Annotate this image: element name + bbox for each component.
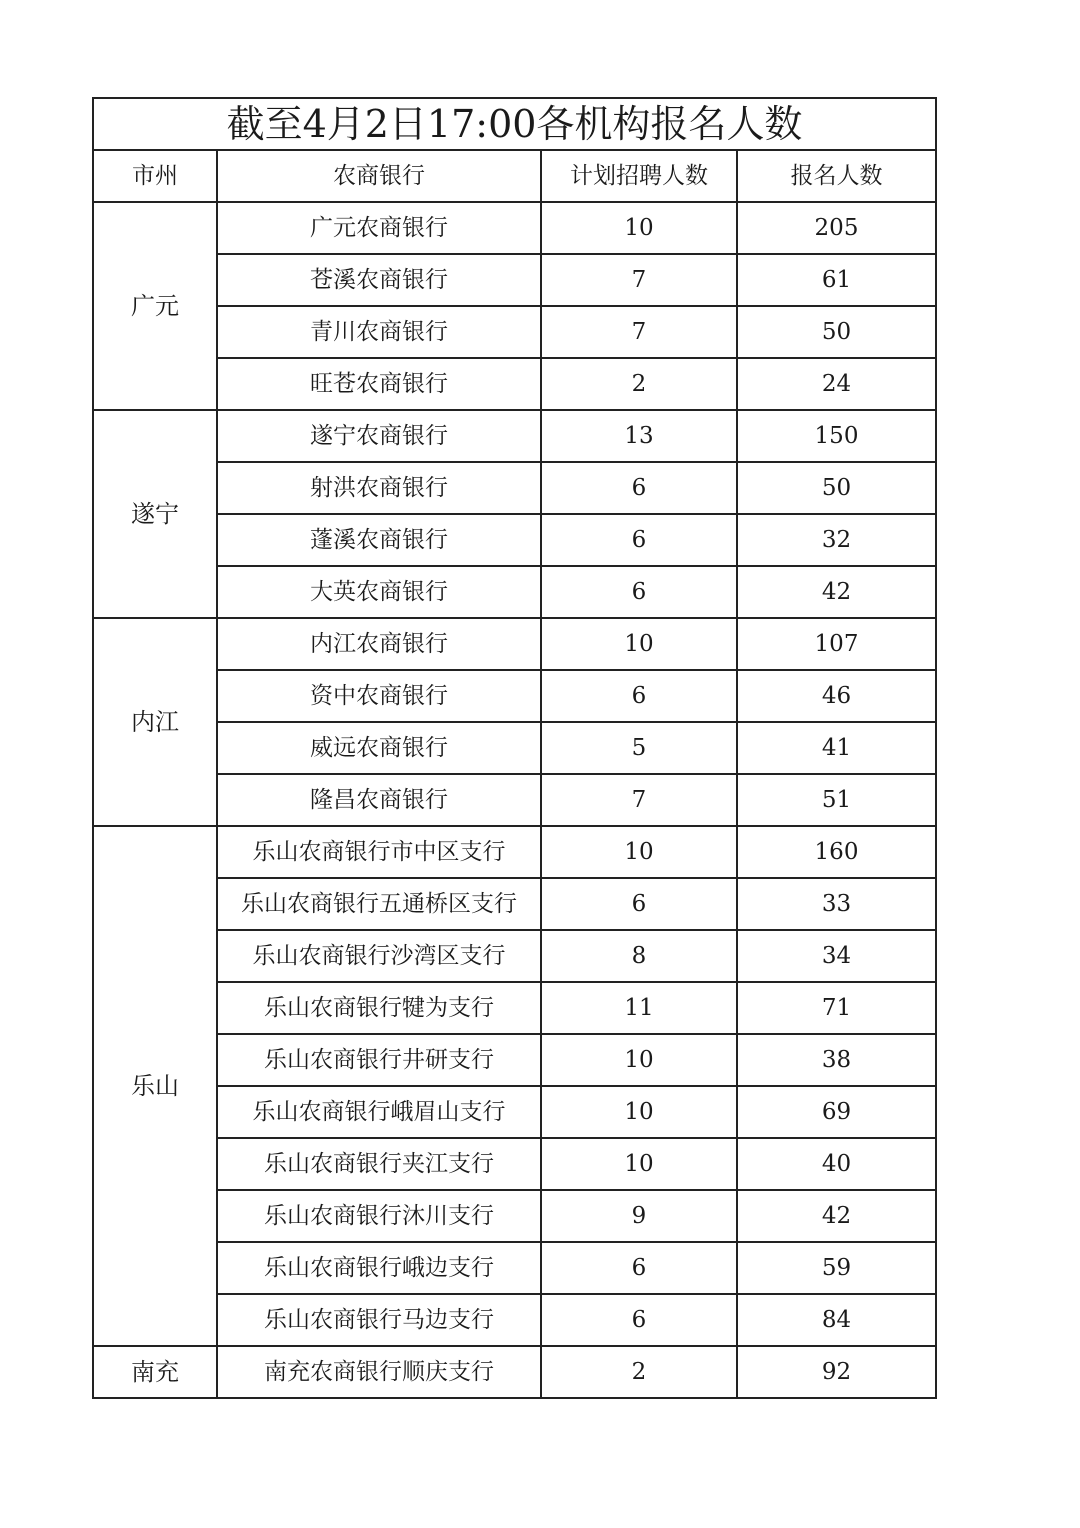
applicants-cell: 38: [737, 1034, 936, 1086]
applicants-cell: 150: [737, 410, 936, 462]
table-row: [93, 1190, 936, 1242]
bank-cell: 威远农商银行: [217, 722, 541, 774]
table-row: [93, 1242, 936, 1294]
table-title: 截至4月2日17:00各机构报名人数: [93, 98, 936, 150]
bank-cell: 南充农商银行顺庆支行: [217, 1346, 541, 1398]
applicants-cell: 205: [737, 202, 936, 254]
table-row: [93, 878, 936, 930]
applicants-cell: 50: [737, 462, 936, 514]
plan-cell: 10: [541, 202, 737, 254]
plan-cell: 10: [541, 1138, 737, 1190]
table-row: [93, 462, 936, 514]
bank-cell: 青川农商银行: [217, 306, 541, 358]
applicants-cell: 59: [737, 1242, 936, 1294]
applicants-cell: 92: [737, 1346, 936, 1398]
plan-cell: 2: [541, 358, 737, 410]
plan-cell: 9: [541, 1190, 737, 1242]
table-row: [93, 826, 936, 878]
bank-cell: 乐山农商银行峨边支行: [217, 1242, 541, 1294]
header-city: 市州: [93, 150, 217, 202]
table-row: [93, 514, 936, 566]
city-cell: 乐山: [93, 826, 217, 1346]
plan-cell: 10: [541, 618, 737, 670]
plan-cell: 7: [541, 774, 737, 826]
bank-cell: 乐山农商银行井研支行: [217, 1034, 541, 1086]
registration-table: [92, 97, 937, 1399]
table-row: [93, 202, 936, 254]
table-row: [93, 358, 936, 410]
table-row: [93, 982, 936, 1034]
city-cell: 南充: [93, 1346, 217, 1398]
plan-cell: 10: [541, 1086, 737, 1138]
bank-cell: 蓬溪农商银行: [217, 514, 541, 566]
table-row: [93, 1346, 936, 1398]
bank-cell: 乐山农商银行马边支行: [217, 1294, 541, 1346]
plan-cell: 6: [541, 514, 737, 566]
header-applicants: 报名人数: [737, 150, 936, 202]
applicants-cell: 33: [737, 878, 936, 930]
bank-cell: 内江农商银行: [217, 618, 541, 670]
table-row: [93, 566, 936, 618]
table-row: [93, 618, 936, 670]
table-row: [93, 1034, 936, 1086]
plan-cell: 6: [541, 1242, 737, 1294]
plan-cell: 7: [541, 306, 737, 358]
plan-cell: 6: [541, 1294, 737, 1346]
bank-cell: 乐山农商银行峨眉山支行: [217, 1086, 541, 1138]
bank-cell: 射洪农商银行: [217, 462, 541, 514]
plan-cell: 6: [541, 878, 737, 930]
bank-cell: 大英农商银行: [217, 566, 541, 618]
applicants-cell: 24: [737, 358, 936, 410]
applicants-cell: 40: [737, 1138, 936, 1190]
bank-cell: 隆昌农商银行: [217, 774, 541, 826]
applicants-cell: 46: [737, 670, 936, 722]
applicants-cell: 69: [737, 1086, 936, 1138]
applicants-cell: 41: [737, 722, 936, 774]
city-cell: 遂宁: [93, 410, 217, 618]
applicants-cell: 34: [737, 930, 936, 982]
bank-cell: 乐山农商银行夹江支行: [217, 1138, 541, 1190]
header-row: [93, 150, 936, 202]
bank-cell: 遂宁农商银行: [217, 410, 541, 462]
plan-cell: 6: [541, 462, 737, 514]
bank-cell: 乐山农商银行沐川支行: [217, 1190, 541, 1242]
plan-cell: 6: [541, 566, 737, 618]
plan-cell: 13: [541, 410, 737, 462]
bank-cell: 广元农商银行: [217, 202, 541, 254]
applicants-cell: 42: [737, 566, 936, 618]
header-plan: 计划招聘人数: [541, 150, 737, 202]
table-row: [93, 774, 936, 826]
plan-cell: 7: [541, 254, 737, 306]
applicants-cell: 32: [737, 514, 936, 566]
bank-cell: 苍溪农商银行: [217, 254, 541, 306]
plan-cell: 11: [541, 982, 737, 1034]
plan-cell: 6: [541, 670, 737, 722]
table-row: [93, 410, 936, 462]
plan-cell: 10: [541, 1034, 737, 1086]
applicants-cell: 107: [737, 618, 936, 670]
city-cell: 广元: [93, 202, 217, 410]
plan-cell: 8: [541, 930, 737, 982]
header-bank: 农商银行: [217, 150, 541, 202]
applicants-cell: 160: [737, 826, 936, 878]
plan-cell: 10: [541, 826, 737, 878]
bank-cell: 乐山农商银行市中区支行: [217, 826, 541, 878]
bank-cell: 资中农商银行: [217, 670, 541, 722]
applicants-cell: 84: [737, 1294, 936, 1346]
city-cell: 内江: [93, 618, 217, 826]
table-row: [93, 930, 936, 982]
bank-cell: 乐山农商银行五通桥区支行: [217, 878, 541, 930]
plan-cell: 5: [541, 722, 737, 774]
table-row: [93, 1138, 936, 1190]
table-row: [93, 722, 936, 774]
bank-cell: 乐山农商银行犍为支行: [217, 982, 541, 1034]
table-row: [93, 306, 936, 358]
applicants-cell: 71: [737, 982, 936, 1034]
bank-cell: 乐山农商银行沙湾区支行: [217, 930, 541, 982]
table-row: [93, 1294, 936, 1346]
table-row: [93, 1086, 936, 1138]
applicants-cell: 51: [737, 774, 936, 826]
bank-cell: 旺苍农商银行: [217, 358, 541, 410]
table-row: [93, 254, 936, 306]
applicants-cell: 42: [737, 1190, 936, 1242]
applicants-cell: 61: [737, 254, 936, 306]
table-row: [93, 670, 936, 722]
applicants-cell: 50: [737, 306, 936, 358]
plan-cell: 2: [541, 1346, 737, 1398]
